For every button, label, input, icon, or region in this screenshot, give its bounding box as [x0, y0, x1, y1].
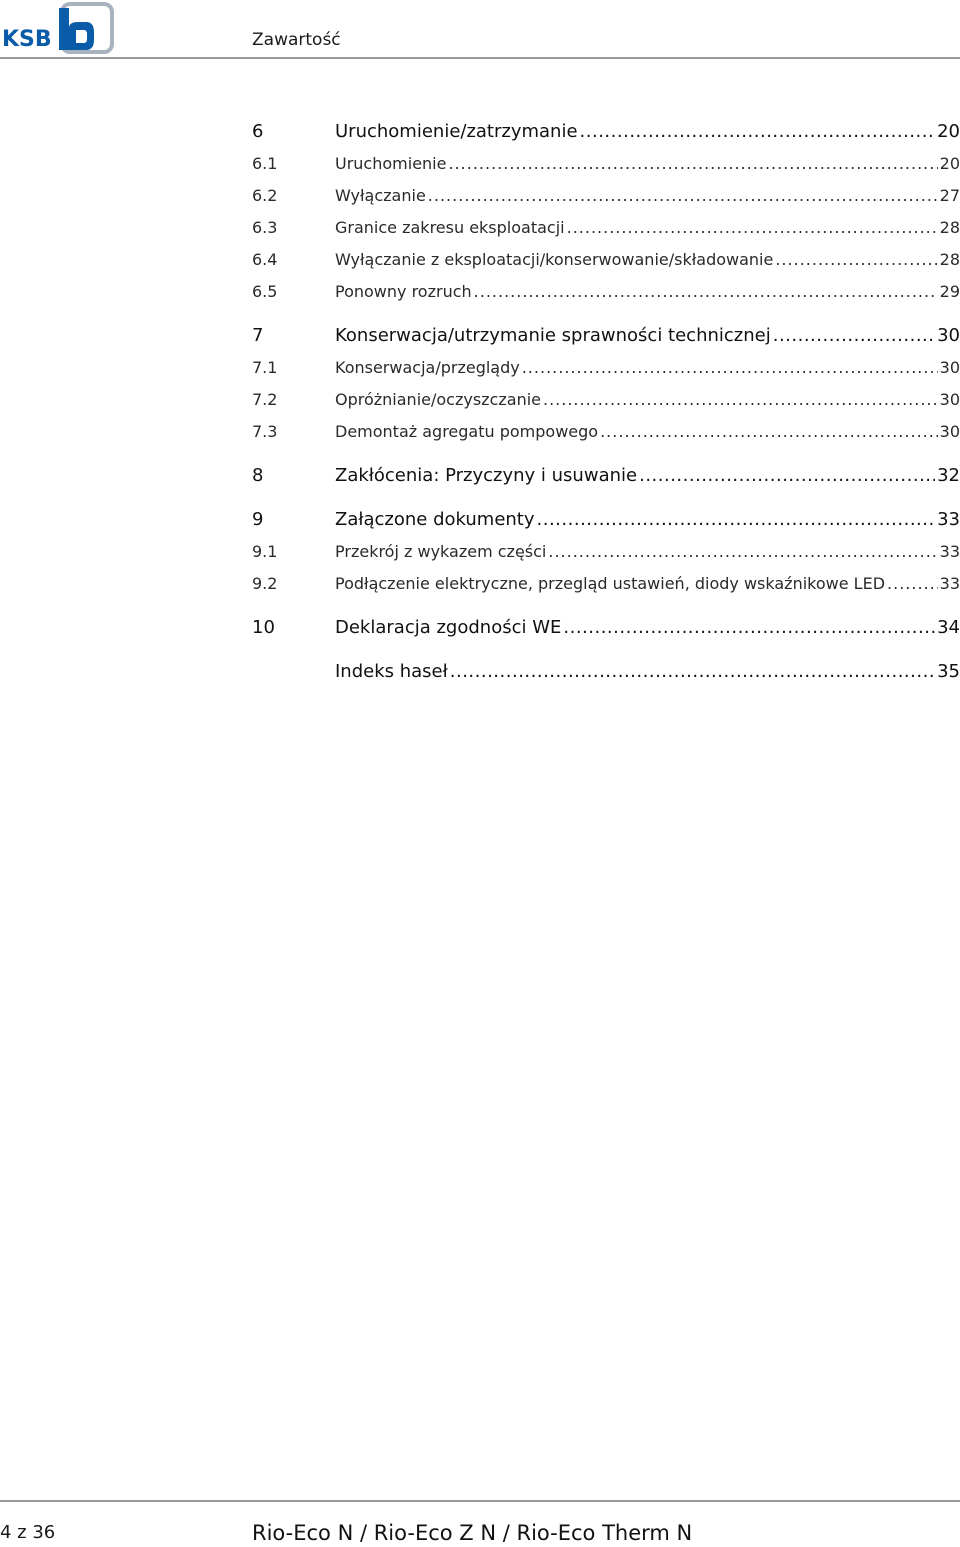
toc-leader-dots: [639, 460, 935, 492]
toc-title: Konserwacja/przeglądy: [335, 358, 520, 377]
toc-page-number: 33: [939, 574, 960, 593]
toc-number: 7.1: [252, 358, 278, 377]
product-name: Rio-Eco N / Rio-Eco Z N / Rio-Eco Therm N: [252, 1521, 693, 1545]
toc-title: Konserwacja/utrzymanie sprawności technicznej: [335, 325, 771, 346]
toc-number: 9.1: [252, 542, 278, 561]
footer-divider: [0, 1500, 960, 1502]
toc-chapter-row[interactable]: [252, 504, 960, 536]
toc-title: Przekrój z wykazem części: [335, 542, 547, 561]
toc-leader-dots: [600, 416, 938, 448]
toc-leader-dots: [450, 656, 935, 688]
toc-title: Opróżnianie/oczyszczanie: [335, 390, 541, 409]
toc-number: 6.2: [252, 186, 278, 205]
toc-number: 6.1: [252, 154, 278, 173]
ksb-logo: [0, 2, 114, 54]
toc-chapter-row[interactable]: [252, 460, 960, 492]
toc-leader-dots: [580, 116, 936, 148]
toc-page-number: 35: [937, 661, 960, 682]
toc-title: Wyłączanie: [335, 186, 426, 205]
toc-page-number: 33: [937, 509, 960, 530]
toc-title: Granice zakresu eksploatacji: [335, 218, 565, 237]
logo-wordmark: KSB: [2, 27, 52, 52]
toc-leader-dots: [887, 568, 938, 600]
toc-number: 7: [252, 325, 264, 346]
toc-page-number: 28: [939, 218, 960, 237]
header-divider: [0, 57, 960, 59]
toc-number: 6.3: [252, 218, 278, 237]
toc-page-number: 34: [937, 617, 960, 638]
toc-number: 9.2: [252, 574, 278, 593]
toc-leader-dots: [543, 384, 938, 416]
section-title: Zawartość: [252, 30, 341, 50]
table-of-contents: [252, 116, 960, 688]
toc-leader-dots: [537, 504, 936, 536]
ksb-b-emblem-icon: [58, 2, 114, 54]
toc-section-row[interactable]: [252, 244, 960, 276]
toc-page-number: 30: [937, 325, 960, 346]
toc-number: 6: [252, 121, 264, 142]
toc-page-number: 30: [939, 390, 960, 409]
toc-leader-dots: [773, 320, 935, 352]
toc-title: Demontaż agregatu pompowego: [335, 422, 599, 441]
toc-title: Uruchomienie/zatrzymanie: [335, 121, 578, 142]
toc-page-number: 20: [939, 154, 960, 173]
toc-section-row[interactable]: [252, 276, 960, 308]
toc-title: Indeks haseł: [335, 661, 448, 682]
toc-page-number: 29: [939, 282, 960, 301]
toc-number: 7.3: [252, 422, 278, 441]
page-header: [0, 0, 960, 58]
toc-chapter-row[interactable]: [252, 320, 960, 352]
toc-chapter-row[interactable]: [252, 612, 960, 644]
toc-leader-dots: [563, 612, 935, 644]
toc-section-row[interactable]: [252, 384, 960, 416]
toc-chapter-row[interactable]: [252, 116, 960, 148]
toc-title: Ponowny rozruch: [335, 282, 472, 301]
toc-title: Podłączenie elektryczne, przegląd ustawień, diody wskaźnikowe LED: [335, 574, 886, 593]
toc-leader-dots: [448, 148, 937, 180]
toc-chapter-row[interactable]: [252, 656, 960, 688]
toc-leader-dots: [428, 180, 938, 212]
toc-number: 6.5: [252, 282, 278, 301]
toc-section-row[interactable]: [252, 416, 960, 448]
toc-page-number: 28: [939, 250, 960, 269]
toc-number: 10: [252, 617, 275, 638]
toc-section-row[interactable]: [252, 352, 960, 384]
page-number: 4 z 36: [0, 1522, 56, 1543]
toc-title: Uruchomienie: [335, 154, 447, 173]
toc-page-number: 27: [939, 186, 960, 205]
toc-title: Deklaracja zgodności WE: [335, 617, 562, 638]
toc-leader-dots: [548, 536, 937, 568]
toc-section-row[interactable]: [252, 180, 960, 212]
toc-title: Zakłócenia: Przyczyny i usuwanie: [335, 465, 638, 486]
toc-page-number: 32: [937, 465, 960, 486]
toc-section-row[interactable]: [252, 212, 960, 244]
toc-page-number: 33: [939, 542, 960, 561]
toc-section-row[interactable]: [252, 148, 960, 180]
toc-number: 6.4: [252, 250, 278, 269]
toc-number: 8: [252, 465, 264, 486]
toc-leader-dots: [567, 212, 938, 244]
toc-title: Wyłączanie z eksploatacji/konserwowanie/składowanie: [335, 250, 774, 269]
toc-leader-dots: [775, 244, 937, 276]
toc-page-number: 30: [939, 422, 960, 441]
toc-title: Załączone dokumenty: [335, 509, 535, 530]
toc-number: 7.2: [252, 390, 278, 409]
toc-number: 9: [252, 509, 264, 530]
toc-leader-dots: [522, 352, 938, 384]
toc-page-number: 30: [939, 358, 960, 377]
toc-section-row[interactable]: [252, 568, 960, 600]
toc-section-row[interactable]: [252, 536, 960, 568]
toc-page-number: 20: [937, 121, 960, 142]
toc-leader-dots: [474, 276, 938, 308]
